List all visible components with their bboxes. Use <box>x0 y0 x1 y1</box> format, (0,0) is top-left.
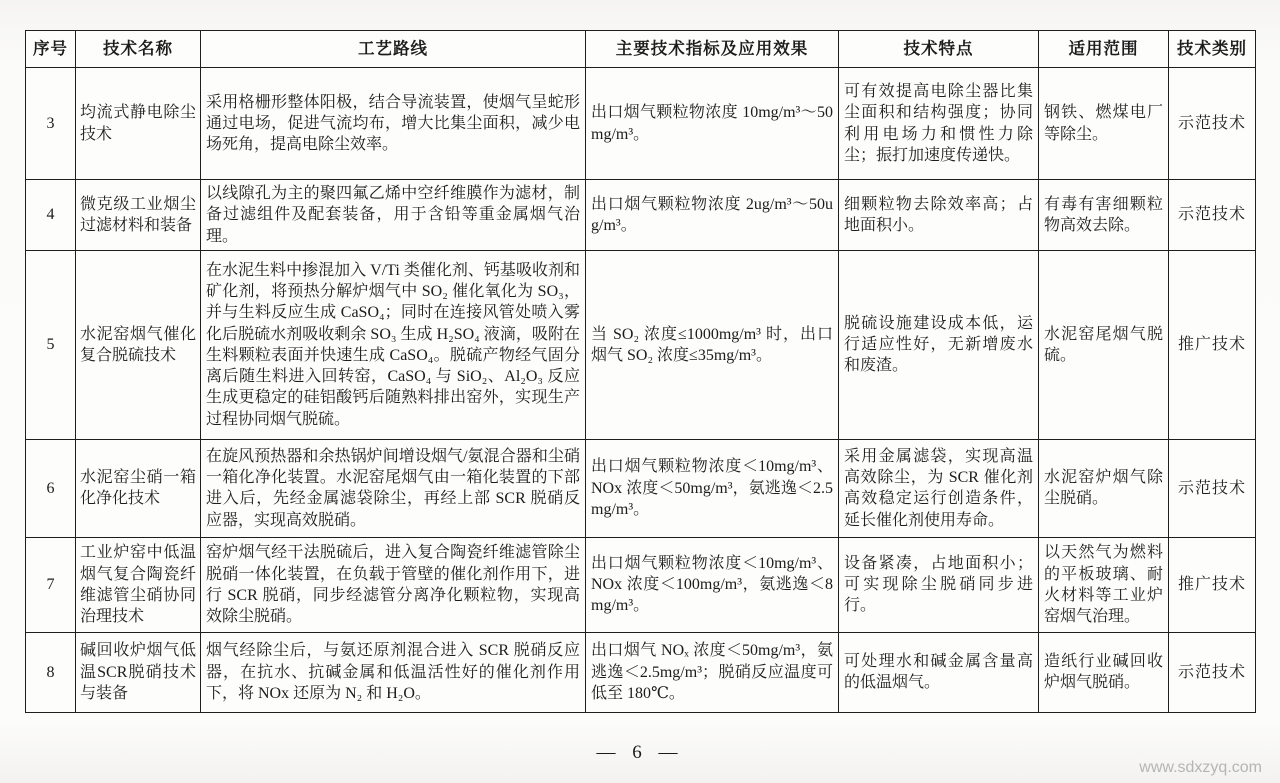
cell-tech-name: 碱回收炉烟气低温SCR脱硝技术与装备 <box>76 632 201 712</box>
header-tech-name: 技术名称 <box>76 31 201 68</box>
cell-indicators: 出口烟气颗粒物浓度 10mg/m³～50mg/m³。 <box>586 68 839 180</box>
header-category: 技术类别 <box>1169 31 1256 68</box>
cell-scope: 有毒有害细颗粒物高效去除。 <box>1039 180 1169 251</box>
cell-process-route: 在水泥生料中掺混加入 V/Ti 类催化剂、钙基吸收剂和矿化剂，将预热分解炉烟气中 SO₂ 催化氧化为 SO₃，并与生料反应生成 CaSO₄；同时在连接风管处喷入雾化后脱硫水剂吸收剩余 SO₃ 生成 H₂SO₄ 液滴，吸附在生料颗粒表面并快速生成 CaSO₄。脱硫产物经气固分离后随生料进入回转窑，CaSO₄ 与 SiO₂、Al₂O₃ 反应生成更稳定的硅铝酸钙后随熟料排出窑外，实现生产过程协同烟气脱硫。 <box>201 250 586 439</box>
cell-features: 细颗粒物去除效率高；占地面积小。 <box>839 180 1039 251</box>
cell-serial: 8 <box>26 632 76 712</box>
cell-process-route: 烟气经除尘后，与氨还原剂混合进入 SCR 脱硝反应器，在抗水、抗碱金属和低温活性好的催化剂作用下，将 NOx 还原为 N₂ 和 H₂O。 <box>201 632 586 712</box>
cell-category: 示范技术 <box>1169 68 1256 180</box>
watermark-url: www.sdxzyq.com <box>1139 759 1262 776</box>
cell-features: 可处理水和碱金属含量高的低温烟气。 <box>839 632 1039 712</box>
cell-features: 脱硫设施建设成本低，运行适应性好，无新增废水和废渣。 <box>839 250 1039 439</box>
cell-scope: 钢铁、燃煤电厂等除尘。 <box>1039 68 1169 180</box>
cell-category: 推广技术 <box>1169 537 1256 632</box>
cell-process-route: 在旋风预热器和余热锅炉间增设烟气/氨混合器和尘硝一箱化净化装置。水泥窑尾烟气由一箱化装置的下部进入后，先经金属滤袋除尘，再经上部 SCR 脱硝反应器，实现高效脱硝。 <box>201 439 586 537</box>
header-serial: 序号 <box>26 31 76 68</box>
cell-features: 可有效提高电除尘器比集尘面积和结构强度；协同利用电场力和惯性力除尘；振打加速度传递快。 <box>839 68 1039 180</box>
cell-category: 示范技术 <box>1169 180 1256 251</box>
cell-scope: 以天然气为燃料的平板玻璃、耐火材料等工业炉窑烟气治理。 <box>1039 537 1169 632</box>
table-row <box>26 439 1256 537</box>
table-row <box>26 250 1256 439</box>
cell-indicators: 出口烟气 NOₓ 浓度＜50mg/m³，氨逃逸＜2.5mg/m³；脱硝反应温度可低至 180℃。 <box>586 632 839 712</box>
table-row <box>26 180 1256 251</box>
cell-category: 示范技术 <box>1169 632 1256 712</box>
technology-table <box>25 30 1256 713</box>
cell-serial: 5 <box>26 250 76 439</box>
cell-features: 设备紧凑，占地面积小；可实现除尘脱硝同步进行。 <box>839 537 1039 632</box>
header-features: 技术特点 <box>839 31 1039 68</box>
cell-category: 示范技术 <box>1169 439 1256 537</box>
table-header-row <box>26 31 1256 68</box>
cell-category: 推广技术 <box>1169 250 1256 439</box>
cell-serial: 3 <box>26 68 76 180</box>
cell-process-route: 以线隙孔为主的聚四氟乙烯中空纤维膜作为滤材，制备过滤组件及配套装备，用于含铅等重金属烟气治理。 <box>201 180 586 251</box>
table-row <box>26 68 1256 180</box>
page-number: — 6 — <box>596 742 684 763</box>
cell-features: 采用金属滤袋，实现高温高效除尘，为 SCR 催化剂高效稳定运行创造条件，延长催化剂使用寿命。 <box>839 439 1039 537</box>
table-row <box>26 632 1256 712</box>
cell-tech-name: 均流式静电除尘技术 <box>76 68 201 180</box>
cell-indicators: 出口烟气颗粒物浓度＜10mg/m³、NOx 浓度＜50mg/m³，氨逃逸＜2.5mg/m³。 <box>586 439 839 537</box>
cell-indicators: 出口烟气颗粒物浓度 2ug/m³～50ug/m³。 <box>586 180 839 251</box>
header-indicators: 主要技术指标及应用效果 <box>586 31 839 68</box>
cell-scope: 水泥窑炉烟气除尘脱硝。 <box>1039 439 1169 537</box>
header-process-route: 工艺路线 <box>201 31 586 68</box>
cell-serial: 6 <box>26 439 76 537</box>
table-row <box>26 537 1256 632</box>
cell-tech-name: 水泥窑尘硝一箱化净化技术 <box>76 439 201 537</box>
cell-serial: 4 <box>26 180 76 251</box>
cell-scope: 水泥窑尾烟气脱硫。 <box>1039 250 1169 439</box>
cell-scope: 造纸行业碱回收炉烟气脱硝。 <box>1039 632 1169 712</box>
cell-tech-name: 水泥窑烟气催化复合脱硫技术 <box>76 250 201 439</box>
cell-indicators: 出口烟气颗粒物浓度＜10mg/m³、NOx 浓度＜100mg/m³，氨逃逸＜8mg/m³。 <box>586 537 839 632</box>
cell-indicators: 当 SO₂ 浓度≤1000mg/m³ 时，出口烟气 SO₂ 浓度≤35mg/m³。 <box>586 250 839 439</box>
cell-tech-name: 微克级工业烟尘过滤材料和装备 <box>76 180 201 251</box>
header-scope: 适用范围 <box>1039 31 1169 68</box>
cell-process-route: 采用格栅形整体阳极，结合导流装置，使烟气呈蛇形通过电场，促进气流均布，增大比集尘面积，减少电场死角，提高电除尘效率。 <box>201 68 586 180</box>
cell-process-route: 窑炉烟气经干法脱硫后，进入复合陶瓷纤维滤管除尘脱硝一体化装置，在负载于管壁的催化剂作用下，进行 SCR 脱硝，同步经滤管分离净化颗粒物，实现高效除尘脱硝。 <box>201 537 586 632</box>
cell-tech-name: 工业炉窑中低温烟气复合陶瓷纤维滤管尘硝协同治理技术 <box>76 537 201 632</box>
cell-serial: 7 <box>26 537 76 632</box>
